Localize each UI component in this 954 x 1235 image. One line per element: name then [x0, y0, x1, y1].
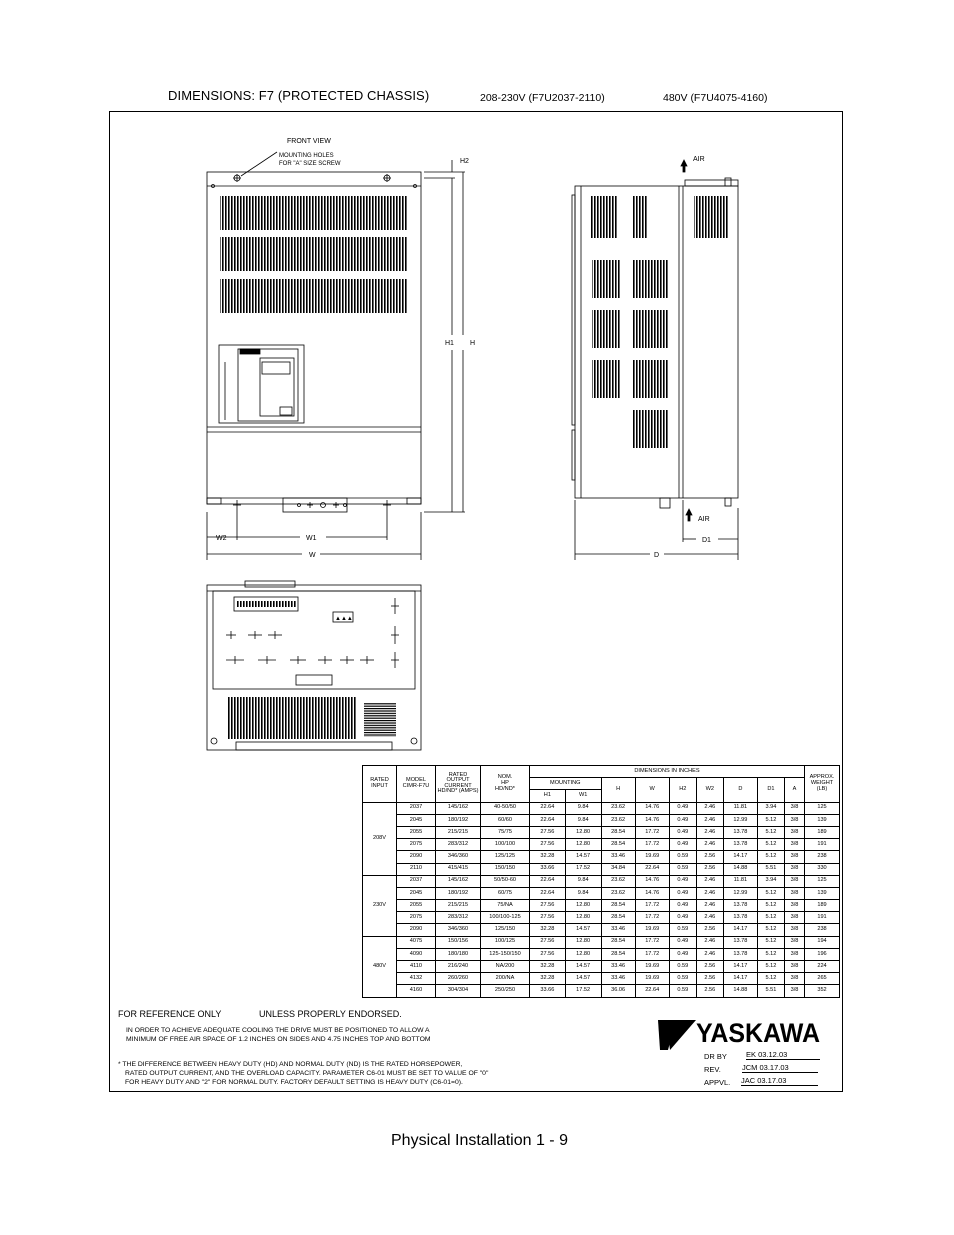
table-cell: 0.49 [669, 814, 696, 826]
table-cell: 0.49 [669, 948, 696, 960]
table-cell: 14.17 [723, 961, 757, 973]
table-cell: 32.28 [530, 851, 566, 863]
table-cell: 2037 [397, 875, 436, 887]
table-cell: 75/75 [481, 826, 530, 838]
svg-text:▲▲▲: ▲▲▲ [335, 616, 353, 622]
table-cell: 32.28 [530, 924, 566, 936]
voltage-range-1: 208-230V (F7U2037-2110) [480, 92, 605, 104]
svg-text:D1: D1 [702, 537, 711, 544]
table-cell: 0.49 [669, 839, 696, 851]
svg-text:W: W [309, 552, 316, 559]
table-cell: 14.76 [635, 802, 669, 814]
table-cell: 0.59 [669, 924, 696, 936]
table-cell: 5.12 [757, 973, 784, 985]
table-cell: 2.56 [696, 985, 723, 997]
table-row [363, 875, 840, 887]
table-cell: 23.62 [601, 802, 635, 814]
table-cell: 22.64 [530, 875, 566, 887]
table-cell: 33.46 [601, 924, 635, 936]
table-cell: 2045 [397, 814, 436, 826]
table-cell: 19.69 [635, 851, 669, 863]
table-cell: 3.94 [757, 875, 784, 887]
svg-text:YASKAWA: YASKAWA [696, 1018, 820, 1048]
table-cell: 2110 [397, 863, 436, 875]
table-cell: 215/215 [436, 826, 481, 838]
table-cell: 32.28 [530, 973, 566, 985]
table-cell: 5.12 [757, 826, 784, 838]
table-cell: 22.64 [530, 802, 566, 814]
table-cell: 2090 [397, 851, 436, 863]
table-cell: 14.57 [565, 851, 601, 863]
table-cell: 11.81 [723, 802, 757, 814]
table-cell: 100/100-125 [481, 912, 530, 924]
table-cell: 0.49 [669, 936, 696, 948]
table-cell: 5.12 [757, 948, 784, 960]
front-view [207, 138, 475, 560]
table-row [363, 924, 840, 936]
svg-text:FOR "A" SIZE SCREW: FOR "A" SIZE SCREW [279, 161, 341, 167]
table-cell: 125-150/150 [481, 948, 530, 960]
table-cell: 3.94 [757, 802, 784, 814]
table-cell: 33.66 [530, 985, 566, 997]
table-cell: 216/240 [436, 961, 481, 973]
table-cell: 2.46 [696, 814, 723, 826]
table-cell: 180/192 [436, 814, 481, 826]
table-cell: 19.69 [635, 973, 669, 985]
table-cell: 17.72 [635, 936, 669, 948]
table-cell: 3/8 [784, 973, 804, 985]
table-cell: 2090 [397, 924, 436, 936]
table-cell: 304/304 [436, 985, 481, 997]
table-cell: 215/215 [436, 900, 481, 912]
table-row [363, 948, 840, 960]
table-cell: 12.80 [565, 839, 601, 851]
table-cell: 2.46 [696, 826, 723, 838]
table-cell: 23.62 [601, 875, 635, 887]
table-cell: 22.64 [530, 887, 566, 899]
table-cell: 28.54 [601, 826, 635, 838]
table-cell: 2.46 [696, 912, 723, 924]
svg-text:H2: H2 [460, 158, 469, 165]
table-cell: 2.46 [696, 936, 723, 948]
table-cell: 4090 [397, 948, 436, 960]
table-cell: 2.46 [696, 948, 723, 960]
table-cell: 4075 [397, 936, 436, 948]
table-row [363, 985, 840, 997]
table-row [363, 863, 840, 875]
table-cell: 12.80 [565, 936, 601, 948]
table-cell: 283/312 [436, 839, 481, 851]
table-cell: 3/8 [784, 851, 804, 863]
table-cell: 14.76 [635, 814, 669, 826]
table-cell: 19.69 [635, 961, 669, 973]
table-cell: 191 [805, 912, 840, 924]
table-cell: 283/312 [436, 912, 481, 924]
table-cell: 27.56 [530, 912, 566, 924]
table-cell: 224 [805, 961, 840, 973]
table-cell: 50/50-60 [481, 875, 530, 887]
table-cell: 17.52 [565, 863, 601, 875]
table-row [363, 961, 840, 973]
table-cell: 5.51 [757, 985, 784, 997]
table-cell: 60/75 [481, 887, 530, 899]
table-cell: 13.78 [723, 948, 757, 960]
table-cell: 14.17 [723, 924, 757, 936]
table-cell: 3/8 [784, 826, 804, 838]
table-cell: 265 [805, 973, 840, 985]
table-cell: 13.78 [723, 900, 757, 912]
table-cell: 28.54 [601, 948, 635, 960]
page-title: DIMENSIONS: F7 (PROTECTED CHASSIS) [168, 88, 430, 103]
table-cell: 11.81 [723, 875, 757, 887]
table-cell: 9.84 [565, 802, 601, 814]
table-cell: 189 [805, 826, 840, 838]
table-cell: 34.84 [601, 863, 635, 875]
table-cell: 12.99 [723, 814, 757, 826]
svg-text:W2: W2 [216, 535, 227, 542]
table-cell: 12.80 [565, 900, 601, 912]
table-cell: 4132 [397, 973, 436, 985]
table-cell: 5.12 [757, 839, 784, 851]
table-cell: 75/NA [481, 900, 530, 912]
table-cell: NA/200 [481, 961, 530, 973]
table-cell: 33.66 [530, 863, 566, 875]
table-cell: 14.76 [635, 875, 669, 887]
table-cell: 5.51 [757, 863, 784, 875]
table-cell: 28.54 [601, 839, 635, 851]
table-cell: 145/162 [436, 875, 481, 887]
table-cell: 180/180 [436, 948, 481, 960]
table-cell: 23.62 [601, 814, 635, 826]
table-cell: 9.84 [565, 887, 601, 899]
table-cell: 28.54 [601, 912, 635, 924]
table-cell: 14.88 [723, 863, 757, 875]
table-cell: 3/8 [784, 924, 804, 936]
table-cell: 194 [805, 936, 840, 948]
table-cell: 100/100 [481, 839, 530, 851]
table-cell: 0.49 [669, 826, 696, 838]
reference-note: FOR REFERENCE ONLY [118, 1009, 222, 1019]
table-cell: 0.49 [669, 900, 696, 912]
table-cell: 5.12 [757, 887, 784, 899]
table-cell: 2037 [397, 802, 436, 814]
table-cell: 14.17 [723, 851, 757, 863]
table-cell: 125/150 [481, 924, 530, 936]
table-cell: 3/8 [784, 948, 804, 960]
front-view-label: FRONT VIEW [287, 138, 331, 145]
table-cell: 0.59 [669, 863, 696, 875]
table-cell: 27.56 [530, 948, 566, 960]
table-cell: 33.46 [601, 851, 635, 863]
table-cell: 2.46 [696, 887, 723, 899]
table-cell: 14.57 [565, 961, 601, 973]
table-cell: 415/415 [436, 863, 481, 875]
table-cell: 12.80 [565, 826, 601, 838]
table-cell: 145/162 [436, 802, 481, 814]
table-cell: 14.17 [723, 973, 757, 985]
table-cell: 238 [805, 924, 840, 936]
rated-input-cell: 230V [363, 875, 397, 936]
table-cell: 125/125 [481, 851, 530, 863]
table-cell: 5.12 [757, 961, 784, 973]
svg-text:H1: H1 [445, 340, 454, 347]
rated-input-cell: 208V [363, 802, 397, 875]
table-row [363, 936, 840, 948]
table-cell: 352 [805, 985, 840, 997]
table-row [363, 839, 840, 851]
table-cell: 22.64 [635, 985, 669, 997]
table-cell: 14.76 [635, 887, 669, 899]
table-cell: 14.57 [565, 924, 601, 936]
table-cell: 2.46 [696, 875, 723, 887]
table-cell: 13.78 [723, 826, 757, 838]
table-cell: 5.12 [757, 814, 784, 826]
table-cell: 2055 [397, 826, 436, 838]
table-cell: 180/192 [436, 887, 481, 899]
table-cell: 27.56 [530, 900, 566, 912]
table-cell: 17.52 [565, 985, 601, 997]
table-cell: 3/8 [784, 839, 804, 851]
svg-text:MOUNTING HOLES: MOUNTING HOLES [279, 153, 334, 159]
table-cell: 125 [805, 875, 840, 887]
table-header-row: RATED INPUT MODEL CIMR-F7U RATED OUTPUT CURRENT HD/ND* (AMPS) NOM. HP HD/ND* DIMENSIONS IN INCHES APPROX. WEIGHT (LB) [363, 766, 840, 778]
table-cell: 27.56 [530, 839, 566, 851]
table-row [363, 887, 840, 899]
dimensions-table: RATED INPUT MODEL CIMR-F7U RATED OUTPUT CURRENT HD/ND* (AMPS) NOM. HP HD/ND* DIMENSIONS IN INCHES APPROX. WEIGHT (LB) MOUNTING H W H2 W2 D D1 A H1 W1 208V 2037 145/162 40-50/50 22.64 9.84 23.62 14.76 0.49 2.46 11.81 3.94 3/8 125 2045 180/192 60/60 22.64 9.84 23.62 14.76 0.49 2.46 12.99 5.12 3/8 139 2055 215/215 75/75 27.56 12.80 28.54 17.72 0.49 2.46 13.78 5.12 3/8 189 2075 283/312 100/100 27.56 12.80 28.54 17.72 0.49 2.46 13.78 5.12 3/8 191 2090 346/360 125/125 32.28 14.57 33.46 19.69 0.59 2.56 14.17 5.12 3/8 238 2110 415/415 150/150 33.66 17.52 34.84 22.64 0.59 2.56 14.88 5.51 3/8 330 230V 2037 145/162 50/50-60 22.64 9.84 23.62 14.76 0.49 2.46 11.81 3.94 3/8 125 2045 180/192 60/75 22.64 9.84 23.62 14.76 0.49 2.46 12.99 5.12 3/8 139 2055 215/215 75/NA 27.56 12.80 28.54 17.72 0.49 2.46 13.78 5.12 3/8 189 2075 283/312 100/100-125 27.56 12.80 28.54 17.72 0.49 2.46 13.78 5.12 3/8 191 2090 346/360 125/150 32.28 14.57 33.46 19.69 0.59 2.56 14.17 5.12 3/8 238 480V 4075 150/156 100/125 27.56 12.80 28.54 17.72 0.49 2.46 13.78 5.12 3/8 194 4090 180/180 125-150/150 27.56 12.80 28.54 17.72 0.49 2.46 13.78 5.12 3/8 196 4110 216/240 NA/200 32.28 14.57 33.46 19.69 0.59 2.56 14.17 5.12 3/8 224 4132 260/260 200/NA 32.28 14.57 33.46 19.69 0.59 2.56 14.17 5.12 3/8 265 4160 304/304 250/250 33.66 17.52 36.06 22.64 0.59 2.56 14.88 5.51 3/8 352 [362, 765, 840, 998]
table-cell: 13.78 [723, 936, 757, 948]
table-cell: 33.46 [601, 961, 635, 973]
table-cell: 0.49 [669, 912, 696, 924]
svg-text:AIR: AIR [698, 516, 710, 523]
table-cell: 2.56 [696, 973, 723, 985]
page-footer: Physical Installation 1 - 9 [391, 1132, 568, 1149]
table-row [363, 814, 840, 826]
table-cell: 3/8 [784, 961, 804, 973]
table-cell: 0.49 [669, 802, 696, 814]
endorsed-note: UNLESS PROPERLY ENDORSED. [259, 1009, 402, 1019]
table-cell: 0.49 [669, 875, 696, 887]
svg-text:D: D [654, 552, 660, 559]
table-cell: 189 [805, 900, 840, 912]
table-cell: 9.84 [565, 875, 601, 887]
table-cell: 3/8 [784, 900, 804, 912]
table-cell: 4110 [397, 961, 436, 973]
bottom-view [207, 581, 421, 750]
table-row [363, 973, 840, 985]
table-cell: 28.54 [601, 936, 635, 948]
voltage-range-2: 480V (F7U4075-4160) [663, 92, 768, 104]
table-cell: 5.12 [757, 900, 784, 912]
table-cell: 2075 [397, 912, 436, 924]
table-cell: 200/NA [481, 973, 530, 985]
table-cell: 0.59 [669, 851, 696, 863]
table-cell: 12.80 [565, 912, 601, 924]
table-cell: 2.56 [696, 924, 723, 936]
table-cell: 27.56 [530, 936, 566, 948]
table-cell: 36.06 [601, 985, 635, 997]
table-cell: 17.72 [635, 839, 669, 851]
table-cell: 40-50/50 [481, 802, 530, 814]
rated-input-cell: 480V [363, 936, 397, 997]
table-cell: 60/60 [481, 814, 530, 826]
table-cell: 3/8 [784, 875, 804, 887]
svg-text:H: H [470, 340, 476, 347]
table-row [363, 900, 840, 912]
table-cell: 22.64 [530, 814, 566, 826]
table-row [363, 851, 840, 863]
table-cell: 32.28 [530, 961, 566, 973]
table-cell: 3/8 [784, 863, 804, 875]
table-cell: 3/8 [784, 887, 804, 899]
table-cell: 4160 [397, 985, 436, 997]
table-cell: 150/156 [436, 936, 481, 948]
table-cell: 17.72 [635, 826, 669, 838]
table-cell: 3/8 [784, 985, 804, 997]
table-cell: 346/360 [436, 851, 481, 863]
table-cell: 260/260 [436, 973, 481, 985]
table-row [363, 802, 840, 814]
table-cell: 0.59 [669, 961, 696, 973]
table-cell: 17.72 [635, 912, 669, 924]
table-cell: 17.72 [635, 900, 669, 912]
table-cell: 3/8 [784, 814, 804, 826]
table-cell: 330 [805, 863, 840, 875]
table-cell: 5.12 [757, 912, 784, 924]
table-cell: 14.57 [565, 973, 601, 985]
table-cell: 17.72 [635, 948, 669, 960]
table-cell: 2.56 [696, 851, 723, 863]
table-cell: 23.62 [601, 887, 635, 899]
table-cell: 196 [805, 948, 840, 960]
table-cell: 28.54 [601, 900, 635, 912]
side-view [572, 156, 738, 560]
table-cell: 250/250 [481, 985, 530, 997]
table-cell: 238 [805, 851, 840, 863]
table-cell: 2.46 [696, 900, 723, 912]
table-cell: 2.56 [696, 961, 723, 973]
table-cell: 14.88 [723, 985, 757, 997]
table-cell: 33.46 [601, 973, 635, 985]
table-cell: 9.84 [565, 814, 601, 826]
table-cell: 2045 [397, 887, 436, 899]
svg-text:AIR: AIR [693, 156, 705, 163]
table-cell: 2075 [397, 839, 436, 851]
table-cell: 100/125 [481, 936, 530, 948]
table-cell: 139 [805, 887, 840, 899]
table-cell: 13.78 [723, 912, 757, 924]
table-cell: 191 [805, 839, 840, 851]
table-cell: 3/8 [784, 912, 804, 924]
table-cell: 150/150 [481, 863, 530, 875]
table-cell: 19.69 [635, 924, 669, 936]
svg-text:W1: W1 [306, 535, 317, 542]
table-cell: 2.56 [696, 863, 723, 875]
table-cell: 12.99 [723, 887, 757, 899]
table-cell: 0.49 [669, 887, 696, 899]
table-row [363, 912, 840, 924]
table-cell: 2.46 [696, 802, 723, 814]
table-cell: 5.12 [757, 924, 784, 936]
table-cell: 12.80 [565, 948, 601, 960]
table-cell: 0.59 [669, 985, 696, 997]
table-cell: 13.78 [723, 839, 757, 851]
table-cell: 2055 [397, 900, 436, 912]
table-cell: 3/8 [784, 936, 804, 948]
table-cell: 5.12 [757, 936, 784, 948]
table-row [363, 826, 840, 838]
table-cell: 27.56 [530, 826, 566, 838]
table-cell: 3/8 [784, 802, 804, 814]
table-cell: 22.64 [635, 863, 669, 875]
cooling-note: IN ORDER TO ACHIEVE ADEQUATE COOLING THE DRIVE MUST BE POSITIONED TO ALLOW A MINIMUM OF FREE AIR SPACE OF 1.2 INCHES ON SIDES AND 4.75 INCHES TOP AND BOTTOM [126, 1027, 431, 1043]
table-cell: 346/360 [436, 924, 481, 936]
table-cell: 125 [805, 802, 840, 814]
table-cell: 139 [805, 814, 840, 826]
table-cell: 0.59 [669, 973, 696, 985]
duty-note: * THE DIFFERENCE BETWEEN HEAVY DUTY (HD) AND NORMAL DUTY (ND) IS THE RATED HORSEPOWER, RATED OUTPUT CURRENT, AND THE OVERLOAD CAPACITY. PARAMETER C6-01 MUST BE SET TO VALUE OF "0" FOR HEAVY DUTY AND "2" FOR NORMAL DUTY. FACTORY DEFAULT SETTING IS HEAVY DUTY (C6-01=0). [118, 1061, 489, 1086]
table-cell: 2.46 [696, 839, 723, 851]
table-cell: 5.12 [757, 851, 784, 863]
